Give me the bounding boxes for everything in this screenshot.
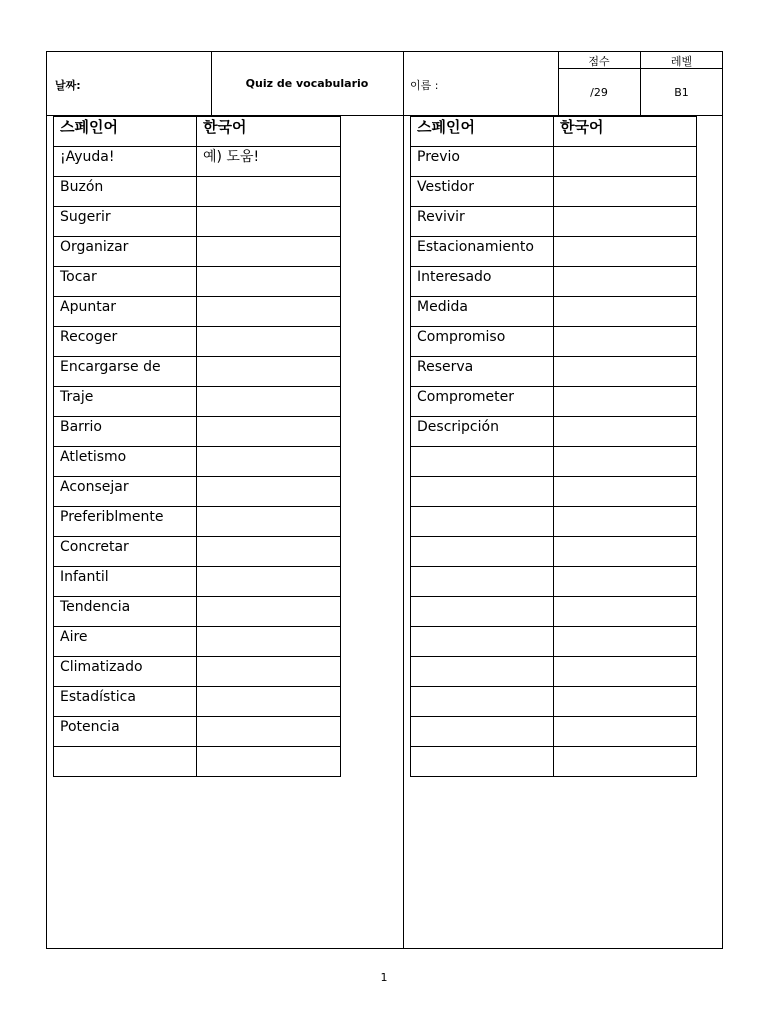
table-row: [54, 417, 341, 447]
level-label: 레벨: [670, 55, 693, 68]
table-row: [411, 447, 697, 477]
date-label: 날짜:: [55, 79, 81, 92]
korean-answer-cell[interactable]: [554, 297, 697, 327]
table-header-row: [54, 117, 341, 147]
spanish-column-header: 스페인어: [54, 117, 197, 147]
spanish-word-cell: Interesado: [411, 267, 554, 297]
table-row: [411, 327, 697, 357]
korean-answer-cell[interactable]: [197, 597, 341, 627]
table-row: [411, 597, 697, 627]
korean-column-header: 한국어: [197, 117, 341, 147]
spanish-word-cell: [411, 507, 554, 537]
table-row: [54, 147, 341, 177]
spanish-word-cell: Preferiblmente: [54, 507, 197, 537]
spanish-word-cell: Previo: [411, 147, 554, 177]
score-value: /29: [590, 86, 608, 99]
table-row: [54, 447, 341, 477]
spanish-word-cell: Recoger: [54, 327, 197, 357]
table-row: [411, 147, 697, 177]
table-row: [411, 207, 697, 237]
korean-answer-cell[interactable]: [554, 627, 697, 657]
korean-answer-cell[interactable]: [197, 477, 341, 507]
table-row: [54, 297, 341, 327]
right-vocab-table: [410, 116, 697, 777]
korean-answer-cell[interactable]: [197, 237, 341, 267]
korean-answer-cell[interactable]: [554, 567, 697, 597]
korean-answer-cell[interactable]: [554, 207, 697, 237]
korean-answer-cell[interactable]: [554, 237, 697, 267]
spanish-word-cell: Comprometer: [411, 387, 554, 417]
spanish-word-cell: Buzón: [54, 177, 197, 207]
table-row: [411, 177, 697, 207]
name-label: 이름 :: [410, 79, 439, 92]
spanish-word-cell: Descripción: [411, 417, 554, 447]
spanish-word-cell: [411, 657, 554, 687]
table-row: [411, 267, 697, 297]
korean-answer-cell[interactable]: [197, 267, 341, 297]
spanish-word-cell: Reserva: [411, 357, 554, 387]
page-number: 1: [380, 971, 388, 984]
left-vocab-table: [53, 116, 341, 777]
korean-answer-cell[interactable]: [197, 567, 341, 597]
table-row: [54, 747, 341, 777]
spanish-word-cell: Encargarse de: [54, 357, 197, 387]
spanish-word-cell: ¡Ayuda!: [54, 147, 197, 177]
korean-answer-cell[interactable]: [554, 267, 697, 297]
korean-answer-cell[interactable]: [554, 537, 697, 567]
korean-answer-cell[interactable]: [554, 357, 697, 387]
table-row: [411, 507, 697, 537]
spanish-word-cell: Estacionamiento: [411, 237, 554, 267]
spanish-word-cell: Aconsejar: [54, 477, 197, 507]
korean-answer-cell[interactable]: [554, 717, 697, 747]
korean-answer-cell[interactable]: [197, 687, 341, 717]
spanish-word-cell: Vestidor: [411, 177, 554, 207]
table-row: [411, 477, 697, 507]
korean-answer-cell[interactable]: [197, 657, 341, 687]
korean-answer-cell[interactable]: [554, 177, 697, 207]
korean-answer-cell[interactable]: [554, 147, 697, 177]
spanish-word-cell: Climatizado: [54, 657, 197, 687]
korean-answer-cell[interactable]: [197, 357, 341, 387]
korean-answer-cell[interactable]: [554, 387, 697, 417]
table-row: [411, 687, 697, 717]
table-row: [54, 387, 341, 417]
table-row: [54, 177, 341, 207]
table-row: [54, 537, 341, 567]
table-row: [54, 657, 341, 687]
spanish-word-cell: Apuntar: [54, 297, 197, 327]
spanish-word-cell: [411, 597, 554, 627]
korean-column-header: 한국어: [554, 117, 697, 147]
score-label: 점수: [588, 55, 610, 68]
korean-answer-cell[interactable]: [554, 657, 697, 687]
spanish-word-cell: Infantil: [54, 567, 197, 597]
korean-answer-cell[interactable]: [197, 747, 341, 777]
table-row: [54, 567, 341, 597]
spanish-word-cell: Sugerir: [54, 207, 197, 237]
table-row: [54, 267, 341, 297]
spanish-word-cell: [411, 567, 554, 597]
spanish-word-cell: Revivir: [411, 207, 554, 237]
spanish-word-cell: Aire: [54, 627, 197, 657]
korean-answer-cell[interactable]: [197, 297, 341, 327]
korean-answer-cell[interactable]: [197, 627, 341, 657]
table-row: [54, 687, 341, 717]
table-row: [411, 657, 697, 687]
quiz-title: Quiz de vocabulario: [245, 77, 369, 90]
spanish-word-cell: [54, 747, 197, 777]
table-row: [54, 507, 341, 537]
table-row: [54, 237, 341, 267]
table-row: [54, 327, 341, 357]
table-row: [411, 387, 697, 417]
spanish-word-cell: [411, 537, 554, 567]
table-header-row: [411, 117, 697, 147]
table-row: [54, 627, 341, 657]
table-row: [411, 537, 697, 567]
korean-answer-cell[interactable]: [197, 327, 341, 357]
spanish-word-cell: Barrio: [54, 417, 197, 447]
table-row: [54, 597, 341, 627]
spanish-word-cell: [411, 447, 554, 477]
table-row: [411, 567, 697, 597]
korean-answer-cell[interactable]: 예) 도움!: [197, 147, 341, 177]
korean-answer-cell[interactable]: [197, 387, 341, 417]
spanish-word-cell: Organizar: [54, 237, 197, 267]
table-row: [54, 717, 341, 747]
column-divider: [403, 51, 404, 949]
table-row: [411, 417, 697, 447]
spanish-word-cell: [411, 627, 554, 657]
table-row: [54, 477, 341, 507]
spanish-word-cell: Traje: [54, 387, 197, 417]
spanish-word-cell: Atletismo: [54, 447, 197, 477]
korean-answer-cell[interactable]: [554, 417, 697, 447]
spanish-word-cell: Estadística: [54, 687, 197, 717]
spanish-word-cell: Medida: [411, 297, 554, 327]
korean-answer-cell[interactable]: [197, 207, 341, 237]
level-value: B1: [674, 86, 689, 99]
korean-answer-cell[interactable]: [554, 597, 697, 627]
table-row: [54, 207, 341, 237]
table-row: [411, 297, 697, 327]
table-row: [411, 627, 697, 657]
korean-answer-cell[interactable]: [554, 507, 697, 537]
spanish-word-cell: Compromiso: [411, 327, 554, 357]
spanish-word-cell: Tendencia: [54, 597, 197, 627]
korean-answer-cell[interactable]: [197, 717, 341, 747]
korean-answer-cell[interactable]: [197, 537, 341, 567]
spanish-word-cell: Tocar: [54, 267, 197, 297]
spanish-column-header: 스페인어: [411, 117, 554, 147]
korean-answer-cell[interactable]: [554, 687, 697, 717]
korean-answer-cell[interactable]: [554, 447, 697, 477]
korean-answer-cell[interactable]: [197, 417, 341, 447]
table-row: [54, 357, 341, 387]
korean-answer-cell[interactable]: [554, 747, 697, 777]
korean-answer-cell[interactable]: [554, 327, 697, 357]
spanish-word-cell: [411, 747, 554, 777]
spanish-word-cell: Concretar: [54, 537, 197, 567]
spanish-word-cell: [411, 717, 554, 747]
spanish-word-cell: Potencia: [54, 717, 197, 747]
korean-answer-cell[interactable]: [197, 507, 341, 537]
table-row: [411, 747, 697, 777]
table-row: [411, 357, 697, 387]
korean-answer-cell[interactable]: [197, 177, 341, 207]
table-row: [411, 237, 697, 267]
korean-answer-cell[interactable]: [197, 447, 341, 477]
table-row: [411, 717, 697, 747]
spanish-word-cell: [411, 687, 554, 717]
spanish-word-cell: [411, 477, 554, 507]
korean-answer-cell[interactable]: [554, 477, 697, 507]
